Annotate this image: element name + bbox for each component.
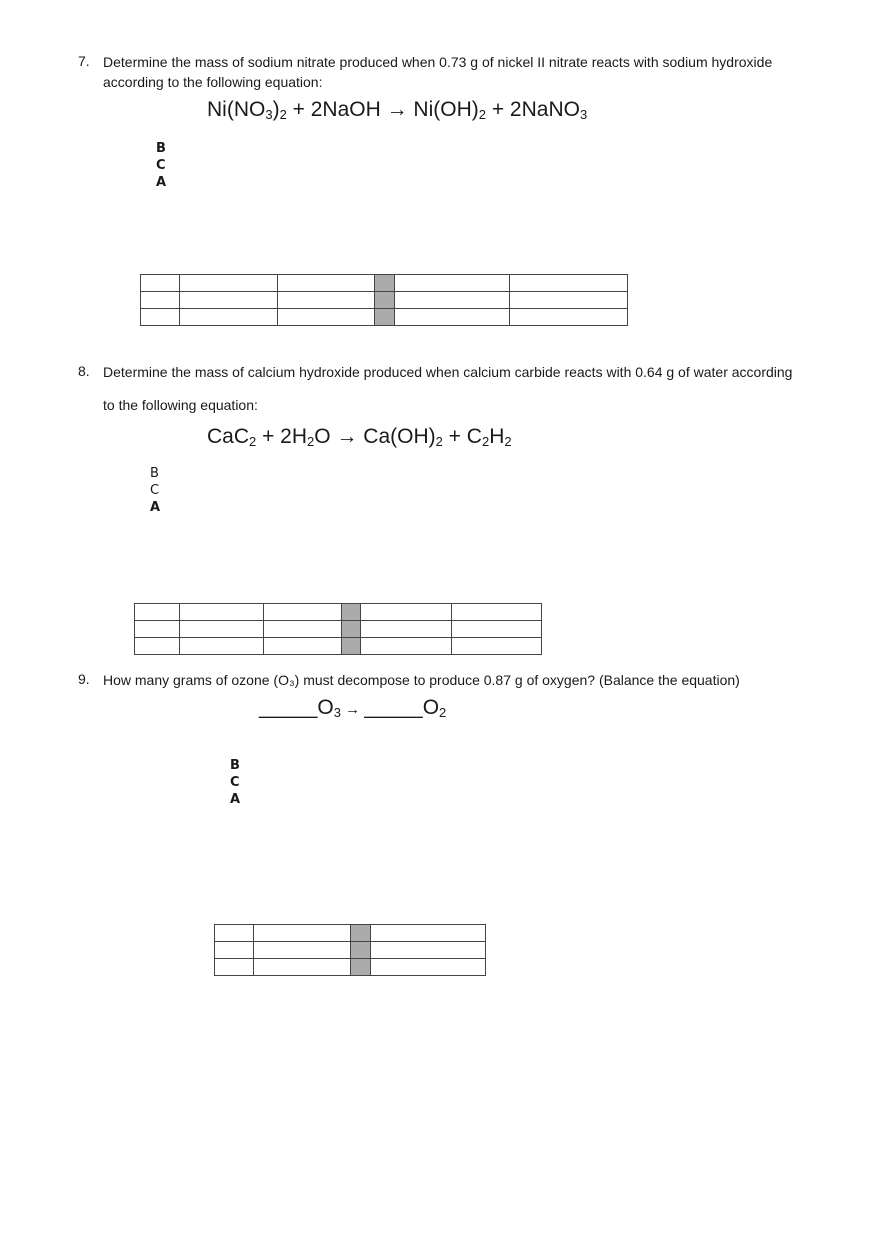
- table-row: [141, 292, 628, 309]
- bca-label-b: B: [156, 141, 166, 156]
- question-9-text: How many grams of ozone (O₃) must decompose to produce 0.87 g of oxygen? (Balance the equation): [103, 672, 740, 688]
- question-9-equation: $\_\_\_\_\_O_3$ → $\_\_\_\_\_O_2$: [259, 696, 447, 720]
- question-8-text: [103, 362, 843, 415]
- question-7-number: 7.: [78, 53, 90, 69]
- arrow-icon: →: [336, 425, 358, 448]
- question-7-answer-grid[interactable]: [140, 274, 628, 326]
- table-row: [135, 638, 542, 655]
- table-row: [141, 275, 628, 292]
- question-8-line1: Determine the mass of calcium hydroxide produced when calcium carbide reacts with 0.64 g of water according: [103, 364, 793, 380]
- bca-label-c: C: [150, 483, 160, 498]
- arrow-icon: →: [386, 98, 408, 121]
- question-9-answer-grid[interactable]: [214, 924, 486, 976]
- bca-label-b: B: [150, 466, 159, 481]
- table-row: [135, 621, 542, 638]
- question-8-line2: to the following equation:: [103, 397, 258, 413]
- blank-coefficient-1[interactable]: _____O: [259, 696, 334, 719]
- bca-label-a: A: [150, 500, 161, 515]
- question-8-number: 8.: [78, 363, 90, 379]
- bca-label-a: A: [230, 792, 241, 807]
- bca-label-c: C: [156, 158, 166, 173]
- question-9-number: 9.: [78, 671, 90, 687]
- table-row: [215, 942, 486, 959]
- table-row: [135, 604, 542, 621]
- question-8-answer-grid[interactable]: [134, 603, 542, 655]
- question-8-equation: $CaC_2 + 2H_2O \to Ca(OH)_2 + C_2H_2$: [207, 425, 512, 449]
- table-row: [141, 309, 628, 326]
- arrow-icon: →: [340, 701, 365, 718]
- bca-label-b: B: [230, 758, 240, 773]
- table-row: [215, 925, 486, 942]
- question-7-line2: according to the following equation:: [103, 74, 323, 90]
- question-8-bca-labels: [150, 465, 160, 516]
- question-9-bca-labels: [230, 757, 240, 808]
- blank-coefficient-2[interactable]: _____O: [364, 696, 440, 719]
- question-7-equation: $Ni(NO_3)_2$ + 2NaOH → $Ni(OH)_2$ + 2NaNO$_3$: [207, 98, 588, 122]
- table-row: [215, 959, 486, 976]
- bca-label-c: C: [230, 775, 240, 790]
- question-7-text: [103, 52, 843, 92]
- question-7-line1: Determine the mass of sodium nitrate produced when 0.73 g of nickel II nitrate reacts with sodium hydroxide: [103, 54, 773, 70]
- question-7-bca-labels: [156, 140, 166, 191]
- bca-label-a: A: [156, 175, 167, 190]
